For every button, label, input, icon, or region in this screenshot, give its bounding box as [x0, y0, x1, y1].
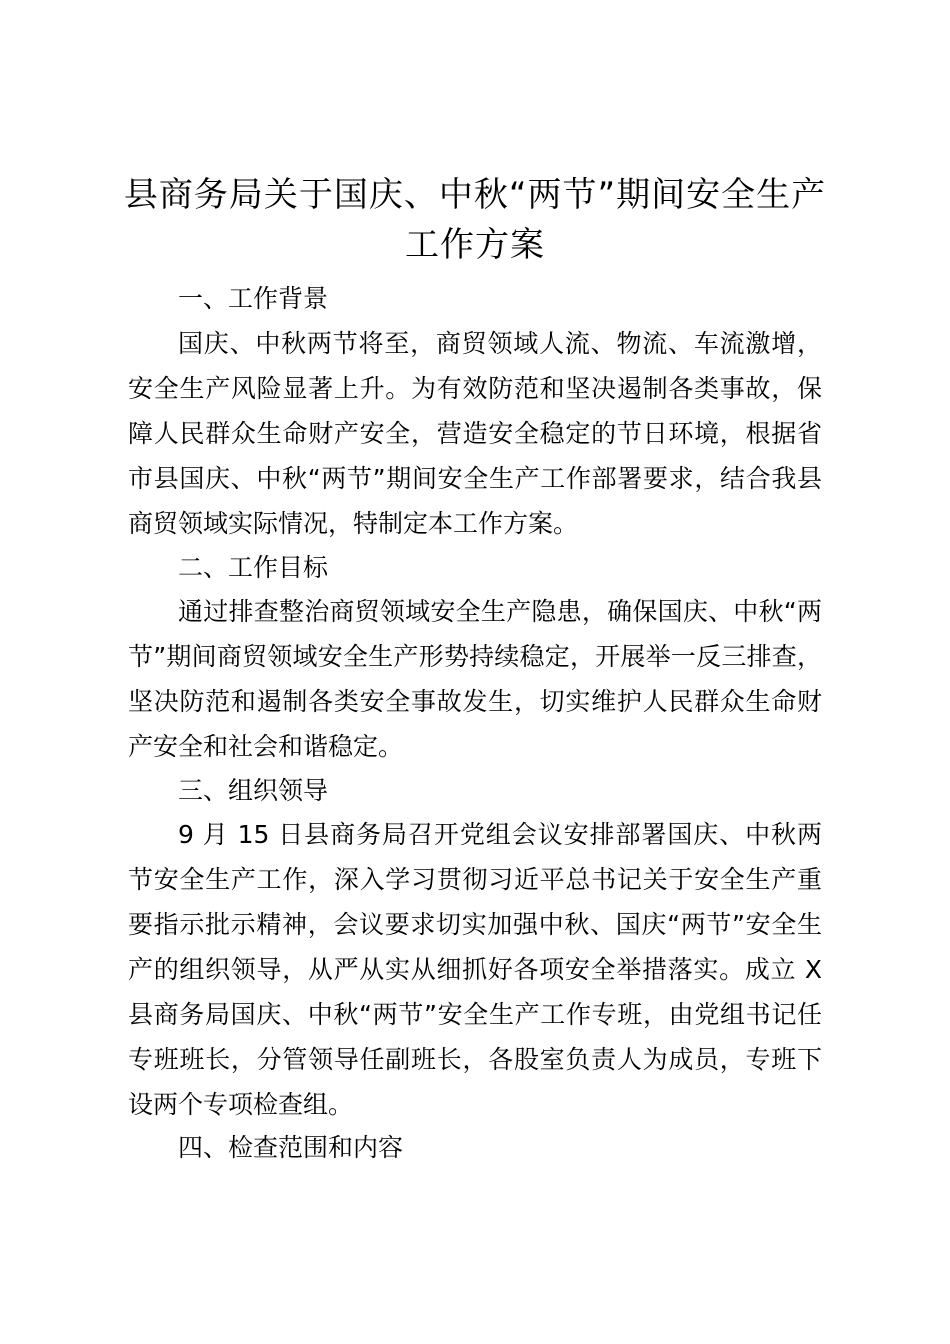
section-body-goals: 通过排查整治商贸领域安全生产隐患，确保国庆、中秋“两节”期间商贸领域安全生产形势持续稳定，开展举一反三排查，坚决防范和遏制各类安全事故发生，切实维护人民群众生命财产安全和社会和谐稳定。	[128, 597, 822, 761]
section-heading-goals: 二、工作目标	[178, 553, 329, 582]
document-title: 县商务局关于国庆、中秋“两节”期间安全生产工作方案	[123, 175, 827, 265]
section-heading-background: 一、工作背景	[178, 284, 329, 313]
section-body-leadership: 9 月 15 日县商务局召开党组会议安排部署国庆、中秋两节安全生产工作，深入学习贯彻习近平总书记关于安全生产重要指示批示精神，会议要求切实加强中秋、国庆“两节”安全生产的组织领导，从严从实从细抓好各项安全举措落实。成立 X 县商务局国庆、中秋“两节”安全生产工作专班，由党组书记任专班班长，分管领导任副班长，各股室负责人为成员，专班下设两个专项检查组。	[128, 820, 822, 1119]
section-heading-leadership: 三、组织领导	[178, 776, 329, 805]
section-body-background: 国庆、中秋两节将至，商贸领域人流、物流、车流激增，安全生产风险显著上升。为有效防范和坚决遏制各类事故，保障人民群众生命财产安全，营造安全稳定的节日环境，根据省市县国庆、中秋“两节”期间安全生产工作部署要求，结合我县商贸领域实际情况，特制定本工作方案。	[128, 329, 822, 538]
section-heading-scope: 四、检查范围和内容	[178, 1133, 404, 1162]
